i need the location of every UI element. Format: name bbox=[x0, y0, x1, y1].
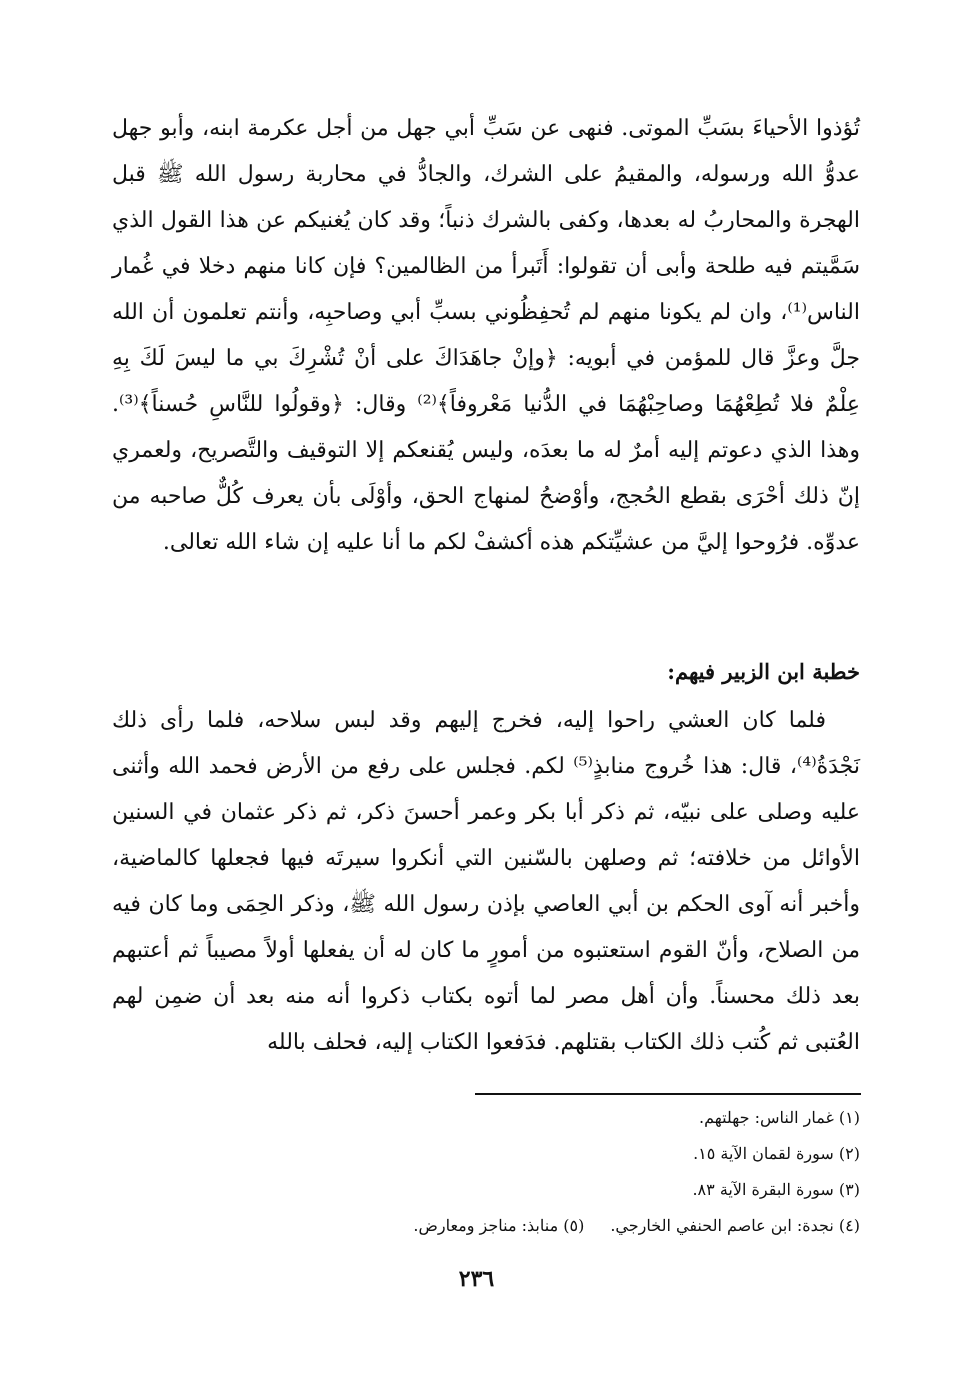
section-heading: خطبة ابن الزبير فيهم: bbox=[667, 659, 860, 684]
footnote-3: (٣) سورة البقرة الآية ٨٣. bbox=[692, 1180, 860, 1199]
footnotes-list bbox=[112, 1100, 860, 1244]
paragraph-sermon: فلما كان العشي راحوا إليه، فخرج إليهم وقد لبس سلاحه، فلما رأى ذلك نَجْدَةُ⁽⁴⁾، قال: هذا خُروج منابذٍ⁽⁵⁾ لكم. فجلس على رفع من الأرض فحمد الله وأثنى عليه وصلى على نبيّه، ثم ذكر أبا بكر وعمر أحسنَ ذكر، ثم ذكر عثمان في السنين الأوائل من خلافته؛ ثم وصلهن بالسّنين التي أنكروا سيرتَه فيها فجعلها كالماضية، وأخبر أنه آوى الحكم بن أبي العاصي بإذن رسول الله ﷺ، وذكر الحِمَى وما كان فيه من الصلاح، وأنّ القوم استعتبوه من أمورٍ ما كان له أن يفعلها أولاً مصيباً ثم أعتبهم بعد ذلك محسناً. وأن أهل مصر لما أتوه بكتاب ذكروا أنه منه بعد أن ضمِن لهم العُتبى ثم كُتب ذلك الكتاب بقتلهم. فدَفعوا الكتاب إليه، فحلف بالله bbox=[112, 708, 860, 1055]
paragraph-continuation: تُؤذوا الأحياءَ بسَبِّ الموتى. فنهى عن سَبِّ أبي جهل من أجل عكرمة ابنه، وأبو جهل عدوُّ الله ورسوله، والمقيمُ على الشرك، والجادُّ في محاربة رسول الله ﷺ قبل الهجرة والمحاربُ له بعدها، وكفى بالشرك ذنباً؛ وقد كان يُغنيكم عن هذا القول الذي سَمَّيتم فيه طلحة وأبى أن تقولوا: أَتَبرأ من الظالمين؟ فإن كانا منهم دخلا في غُمار الناس⁽¹⁾، وان لم يكونا منهم لم تُحفِظُوني بسبِّ أبي وصاحبِه، وأنتم تعلمون أن الله جلَّ وعزَّ قال للمؤمن في أبويه: ﴿وإنْ جاهَدَاكَ على أنْ تُشْرِكَ بي ما ليسَ لَكَ بِهِ عِلْمٌ فلا تُطِعْهُمَا وصاحِبْهُمَا في الدُّنيا مَعْروفاً﴾⁽²⁾ وقال: ﴿وقولُوا للنَّاسِ حُسناً﴾⁽³⁾. وهذا الذي دعوتم إليه أمرٌ له ما بعدَه، وليس يُقنعكم إلا التوقيف والتَّصريح، ولعمري إنّ ذلك أحْرَى بقطع الحُجج، وأوْضحُ لمنهاج الحق، وأوْلَى بأن يعرف كُلٌّ صاحبه من عدوِّه. فرُوحوا إليَّ من عشيِّتكم هذه أكشفْ لكم ما أنا عليه إن شاء الله تعالى. bbox=[112, 116, 860, 555]
footnote-2: (٢) سورة لقمان الآية ١٥. bbox=[693, 1144, 860, 1163]
footnote-4-5 bbox=[112, 1208, 860, 1244]
footnote-4: (٤) نجدة: ابن عاصم الحنفي الخارجي. bbox=[610, 1216, 860, 1235]
footnote-1: (١) غمار الناس: جهلتهم. bbox=[698, 1108, 860, 1127]
footnote-separator bbox=[475, 1093, 861, 1095]
footnote-5: (٥) منابذ: مناجز ومعارض. bbox=[413, 1216, 585, 1235]
page-number: ٢٣٦ bbox=[458, 1266, 495, 1292]
